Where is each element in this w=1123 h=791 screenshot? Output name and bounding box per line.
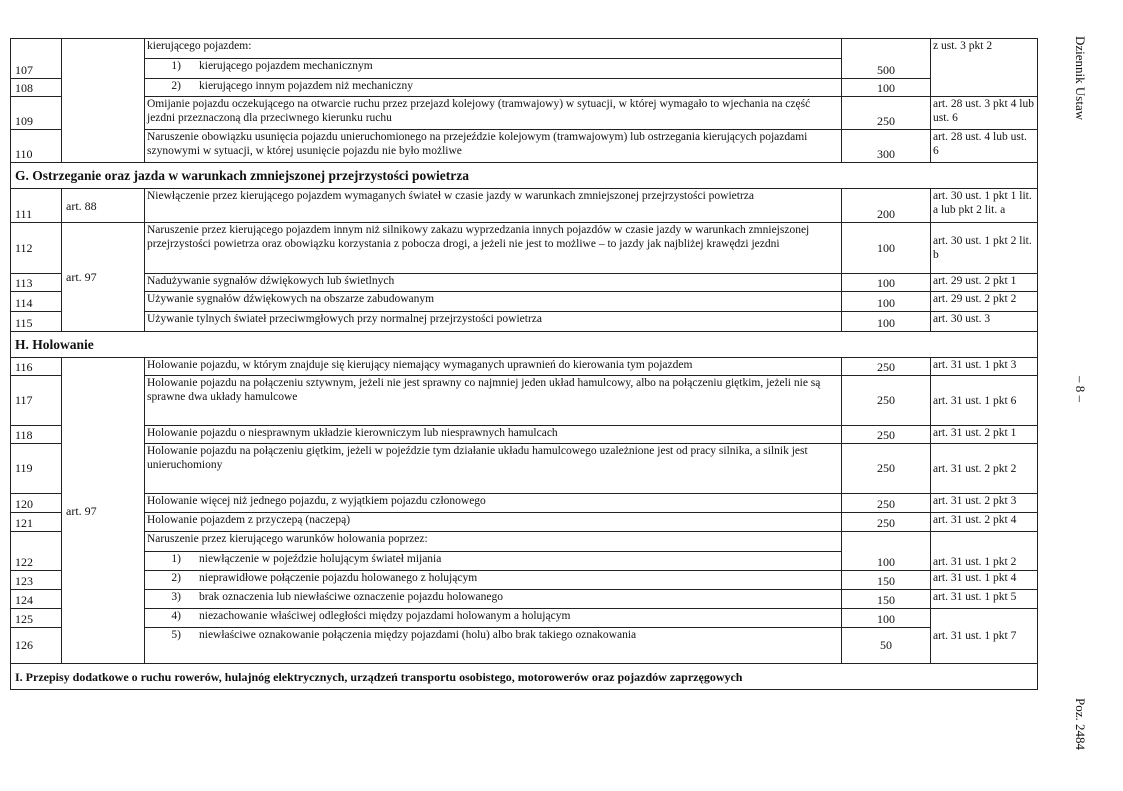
legal-reference: art. 31 ust. 1 pkt 2 <box>931 532 1038 571</box>
table-row <box>11 590 1038 609</box>
legal-reference: art. 31 ust. 1 pkt 4 <box>931 571 1038 590</box>
sub-item-number: 2) <box>171 572 181 584</box>
fine-amount: 100 <box>842 292 931 312</box>
row-description <box>145 628 842 664</box>
section-header-h <box>11 332 1038 358</box>
row-description <box>145 79 842 97</box>
table-row <box>11 358 1038 376</box>
fine-amount: 100 <box>842 609 931 628</box>
row-description: Naruszenie przez kierującego warunków holowania poprzez: <box>145 532 842 552</box>
row-description: Niewłączenie przez kierującego pojazdem wymaganych świateł w czasie jazdy w warunkach zmniejszonej przejrzystości powietrza <box>145 189 842 223</box>
row-description: Holowanie pojazdu o niesprawnym układzie kierowniczym lub niesprawnych hamulcach <box>145 426 842 444</box>
row-description: kierującego pojazdem: <box>145 39 842 59</box>
legal-reference: art. 31 ust. 2 pkt 2 <box>931 444 1038 494</box>
row-number: 107 <box>11 39 62 79</box>
table-row <box>11 189 1038 223</box>
row-description: Omijanie pojazdu oczekującego na otwarcie ruchu przez przejazd kolejowy (tramwajowy) w sytuacji, w której wymagało to wjechania na część jezdni przeznaczoną dla przeciwnego kierunku ruchu <box>145 97 842 130</box>
sub-item-number: 1) <box>171 553 181 565</box>
sub-item-text: nieprawidłowe połączenie pojazdu holowanego z holującym <box>199 572 478 584</box>
section-header-g <box>11 163 1038 189</box>
legal-reference: art. 31 ust. 2 pkt 4 <box>931 513 1038 532</box>
row-description <box>145 571 842 590</box>
table-row <box>11 609 1038 628</box>
legal-reference: art. 31 ust. 1 pkt 6 <box>931 376 1038 426</box>
row-number: 121 <box>11 513 62 532</box>
table-row <box>11 39 1038 59</box>
legal-reference: art. 30 ust. 1 pkt 2 lit. b <box>931 223 1038 274</box>
row-description: Nadużywanie sygnałów dźwiękowych lub świetlnych <box>145 274 842 292</box>
row-number: 113 <box>11 274 62 292</box>
fine-amount: 100 <box>842 223 931 274</box>
table-row <box>11 79 1038 97</box>
fine-amount: 100 <box>842 79 931 97</box>
row-number: 115 <box>11 312 62 332</box>
row-number: 125 <box>11 609 62 628</box>
section-title: G. Ostrzeganie oraz jazda w warunkach zmniejszonej przejrzystości powietrza <box>11 163 1038 189</box>
table-row <box>11 274 1038 292</box>
sub-item-number: 5) <box>171 629 181 641</box>
legal-reference: art. 28 ust. 3 pkt 4 lub ust. 6 <box>931 97 1038 130</box>
fine-amount: 250 <box>842 494 931 513</box>
row-number: 126 <box>11 628 62 664</box>
table-row <box>11 97 1038 130</box>
row-description: Holowanie pojazdu, w którym znajduje się kierujący niemający wymaganych uprawnień do kierowania tym pojazdem <box>145 358 842 376</box>
legal-reference: art. 30 ust. 1 pkt 1 lit. a lub pkt 2 lit. a <box>931 189 1038 223</box>
fine-amount: 250 <box>842 513 931 532</box>
row-description <box>145 590 842 609</box>
fine-amount: 150 <box>842 571 931 590</box>
row-number: 108 <box>11 79 62 97</box>
row-number: 124 <box>11 590 62 609</box>
table-row <box>11 130 1038 163</box>
row-number: 111 <box>11 189 62 223</box>
sub-item-number: 3) <box>171 591 181 603</box>
row-number: 122 <box>11 532 62 571</box>
row-number: 109 <box>11 97 62 130</box>
row-number: 119 <box>11 444 62 494</box>
row-description: Naruszenie obowiązku usunięcia pojazdu unieruchomionego na przejeździe kolejowym (tramwajowym) lub ostrzegania kierujących pojazdami szynowymi w sytuacji, w której usunięcie pojazdu nie było możliwe <box>145 130 842 163</box>
section-title: H. Holowanie <box>11 332 1038 358</box>
row-description: Używanie tylnych świateł przeciwmgłowych przy normalnej przejrzystości powietrza <box>145 312 842 332</box>
row-description: Holowanie pojazdu na połączeniu sztywnym, jeżeli nie jest sprawny co najmniej jeden układ hamulcowy, albo na połączeniu giętkim, jeżeli nie są sprawne dwa układy hamulcowe <box>145 376 842 426</box>
table-row <box>11 532 1038 552</box>
legal-reference: art. 31 ust. 1 pkt 3 <box>931 358 1038 376</box>
row-number: 114 <box>11 292 62 312</box>
row-description: Holowanie więcej niż jednego pojazdu, z wyjątkiem pojazdu członowego <box>145 494 842 513</box>
row-number: 110 <box>11 130 62 163</box>
fines-table <box>10 38 1038 690</box>
legal-reference: art. 31 ust. 1 pkt 5 <box>931 590 1038 609</box>
fine-amount: 100 <box>842 312 931 332</box>
sub-item-text: brak oznaczenia lub niewłaściwe oznaczenie pojazdu holowanego <box>199 591 503 603</box>
legal-reference: art. 31 ust. 2 pkt 3 <box>931 494 1038 513</box>
table-row <box>11 312 1038 332</box>
row-description: Holowanie pojazdem z przyczepą (naczepą) <box>145 513 842 532</box>
fine-amount: 100 <box>842 274 931 292</box>
fine-amount: 50 <box>842 628 931 664</box>
fine-amount: 100 <box>842 532 931 571</box>
row-number: 116 <box>11 358 62 376</box>
article-cell: art. 88 <box>62 189 145 223</box>
row-number: 120 <box>11 494 62 513</box>
table-row <box>11 444 1038 494</box>
table-row <box>11 426 1038 444</box>
fine-amount: 500 <box>842 39 931 79</box>
journal-title: Dziennik Ustaw <box>1073 36 1088 121</box>
table-row <box>11 571 1038 590</box>
article-cell <box>62 39 145 163</box>
table-row <box>11 223 1038 274</box>
fine-amount: 250 <box>842 358 931 376</box>
legal-reference: art. 29 ust. 2 pkt 1 <box>931 274 1038 292</box>
legal-reference: art. 31 ust. 1 pkt 7 <box>931 609 1038 664</box>
fine-amount: 250 <box>842 97 931 130</box>
legal-reference: z ust. 3 pkt 2 <box>931 39 1038 97</box>
sub-item-text: kierującego pojazdem mechanicznym <box>199 60 373 72</box>
sub-item-text: niezachowanie właściwej odległości między pojazdami holowanym a holującym <box>199 610 571 622</box>
table-row <box>11 628 1038 664</box>
sub-item-number: 4) <box>171 610 181 622</box>
position-number: Poz. 2484 <box>1073 698 1088 750</box>
row-description: Naruszenie przez kierującego pojazdem innym niż silnikowy zakazu wyprzedzania innych pojazdów w czasie jazdy w warunkach zmniejszonej przejrzystości powietrza oraz obowiązku korzystania z pobocza drogi, a jeżeli nie jest to możliwe – to jazdy jak najbliżej krawędzi jezdni <box>145 223 842 274</box>
section-title: I. Przepisy dodatkowe o ruchu rowerów, hulajnóg elektrycznych, urządzeń transportu osobistego, motorowerów oraz pojazdów zaprzęgowych <box>11 664 1038 690</box>
legal-reference: art. 31 ust. 2 pkt 1 <box>931 426 1038 444</box>
fine-amount: 250 <box>842 426 931 444</box>
row-number: 112 <box>11 223 62 274</box>
row-number: 123 <box>11 571 62 590</box>
fine-amount: 250 <box>842 444 931 494</box>
sub-item-number: 1) <box>171 60 181 72</box>
table-row <box>11 494 1038 513</box>
fine-amount: 200 <box>842 189 931 223</box>
sub-item-text: niewłączenie w pojeździe holującym świateł mijania <box>199 553 442 565</box>
article-cell: art. 97 <box>62 223 145 332</box>
row-description <box>145 609 842 628</box>
legal-reference: art. 29 ust. 2 pkt 2 <box>931 292 1038 312</box>
article-cell: art. 97 <box>62 358 145 664</box>
section-header-i <box>11 664 1038 690</box>
legal-reference: art. 28 ust. 4 lub ust. 6 <box>931 130 1038 163</box>
table-row <box>11 376 1038 426</box>
page-number: – 8 – <box>1073 376 1088 402</box>
row-description: Holowanie pojazdu na połączeniu giętkim, jeżeli w pojeździe tym działanie układu hamulcowego uzależnione jest od pracy silnika, a silnik jest unieruchomiony <box>145 444 842 494</box>
sub-item-text: niewłaściwe oznakowanie połączenia między pojazdami (holu) albo brak takiego oznakowania <box>199 629 637 641</box>
row-description: Używanie sygnałów dźwiękowych na obszarze zabudowanym <box>145 292 842 312</box>
legal-reference: art. 30 ust. 3 <box>931 312 1038 332</box>
fine-amount: 300 <box>842 130 931 163</box>
table-row <box>11 513 1038 532</box>
row-description <box>145 552 842 571</box>
sub-item-number: 2) <box>171 80 181 92</box>
row-number: 117 <box>11 376 62 426</box>
table-row <box>11 292 1038 312</box>
fine-amount: 250 <box>842 376 931 426</box>
fine-amount: 150 <box>842 590 931 609</box>
row-number: 118 <box>11 426 62 444</box>
sub-item-text: kierującego innym pojazdem niż mechaniczny <box>199 80 413 92</box>
row-description <box>145 59 842 79</box>
